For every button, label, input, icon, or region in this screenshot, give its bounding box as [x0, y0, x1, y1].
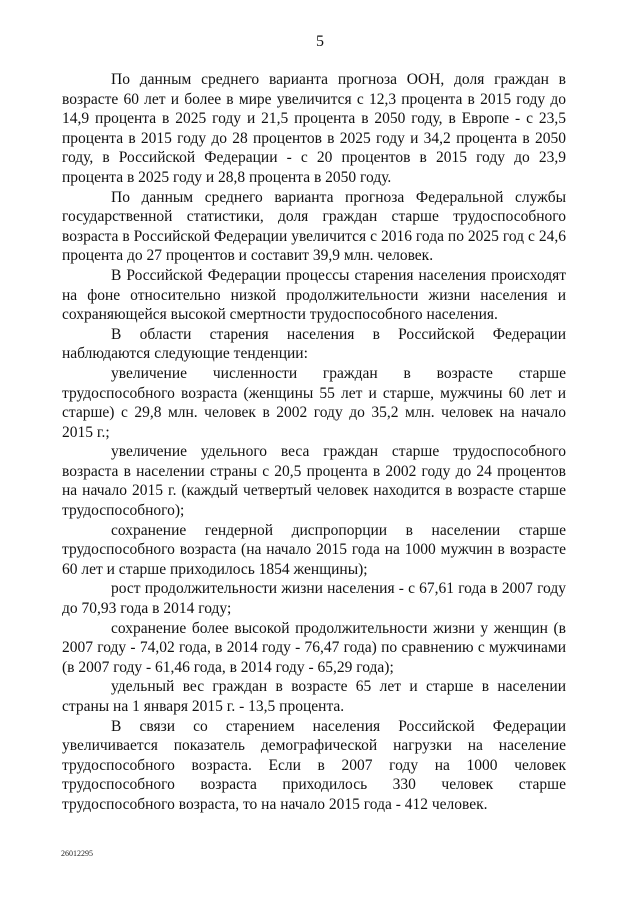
- list-item-gender-disproportion: сохранение гендерной диспропорции в населении старше трудоспособного возраста (на начало 2015 года на 1000 мужчин в возрасте 60 лет и старше приходилось 1854 женщины);: [62, 521, 566, 578]
- page-number: 5: [316, 33, 324, 50]
- paragraph-demographic-load: В связи со старением населения Российской Федерации увеличивается показатель демографической нагрузки на население трудоспособного возраста. Если в 2007 году на 1000 человек трудоспособного возраста приходилось 330 человек старше трудоспособного возраста, то на начало 2015 года - 412 человек.: [62, 717, 566, 813]
- list-item-elderly-share: увеличение удельного веса граждан старше трудоспособного возраста в населении страны с 20,5 процента в 2002 году до 24 процентов на начало 2015 г. (каждый четвертый человек находится в возрасте старше трудоспособного);: [62, 443, 566, 520]
- list-item-female-life-expectancy: сохранение более высокой продолжительности жизни у женщин (в 2007 году - 74,02 года, в 2014 году - 76,47 года) по сравнению с мужчинами (в 2007 году - 61,46 года, в 2014 году - 65,29 года);: [62, 619, 566, 676]
- document-body: [62, 70, 566, 815]
- list-item-life-expectancy-growth: рост продолжительности жизни населения - с 67,61 года в 2007 году до 70,93 года в 2014 году;: [62, 580, 566, 618]
- paragraph-rosstat-forecast: По данным среднего варианта прогноза Федеральной службы государственной статистики, доля граждан старше трудоспособного возраста в Российской Федерации увеличится с 2016 года по 2025 год с 24,6 процента до 27 процентов и составит 39,9 млн. человек.: [62, 188, 566, 265]
- paragraph-trends-intro: В области старения населения в Российской Федерации наблюдаются следующие тенденции:: [62, 325, 566, 363]
- paragraph-aging-background: В Российской Федерации процессы старения населения происходят на фоне относительно низкой продолжительности жизни населения и сохраняющейся высокой смертности трудоспособного населения.: [62, 266, 566, 324]
- list-item-elderly-count: увеличение численности граждан в возрасте старше трудоспособного возраста (женщины 55 лет и старше, мужчины 60 лет и старше) с 29,8 млн. человек в 2002 году до 35,2 млн. человек на начало 2015 г.;: [62, 364, 566, 441]
- paragraph-un-forecast: По данным среднего варианта прогноза ООН, доля граждан в возрасте 60 лет и более в мире увеличится с 12,3 процента в 2015 году до 14,9 процента в 2025 году и 21,5 процента в 2050 году, в Европе - с 23,5 процента в 2015 году до 28 процентов в 2025 году и 34,2 процента в 2050 году, в Российской Федерации - с 20 процентов в 2015 году до 23,9 процента в 2025 году и 28,8 процента в 2050 году.: [62, 71, 566, 186]
- list-item-65-plus-share: удельный вес граждан в возрасте 65 лет и старше в населении страны на 1 января 2015 г. - 13,5 процента.: [62, 678, 566, 715]
- document-id: 26012295: [61, 849, 93, 858]
